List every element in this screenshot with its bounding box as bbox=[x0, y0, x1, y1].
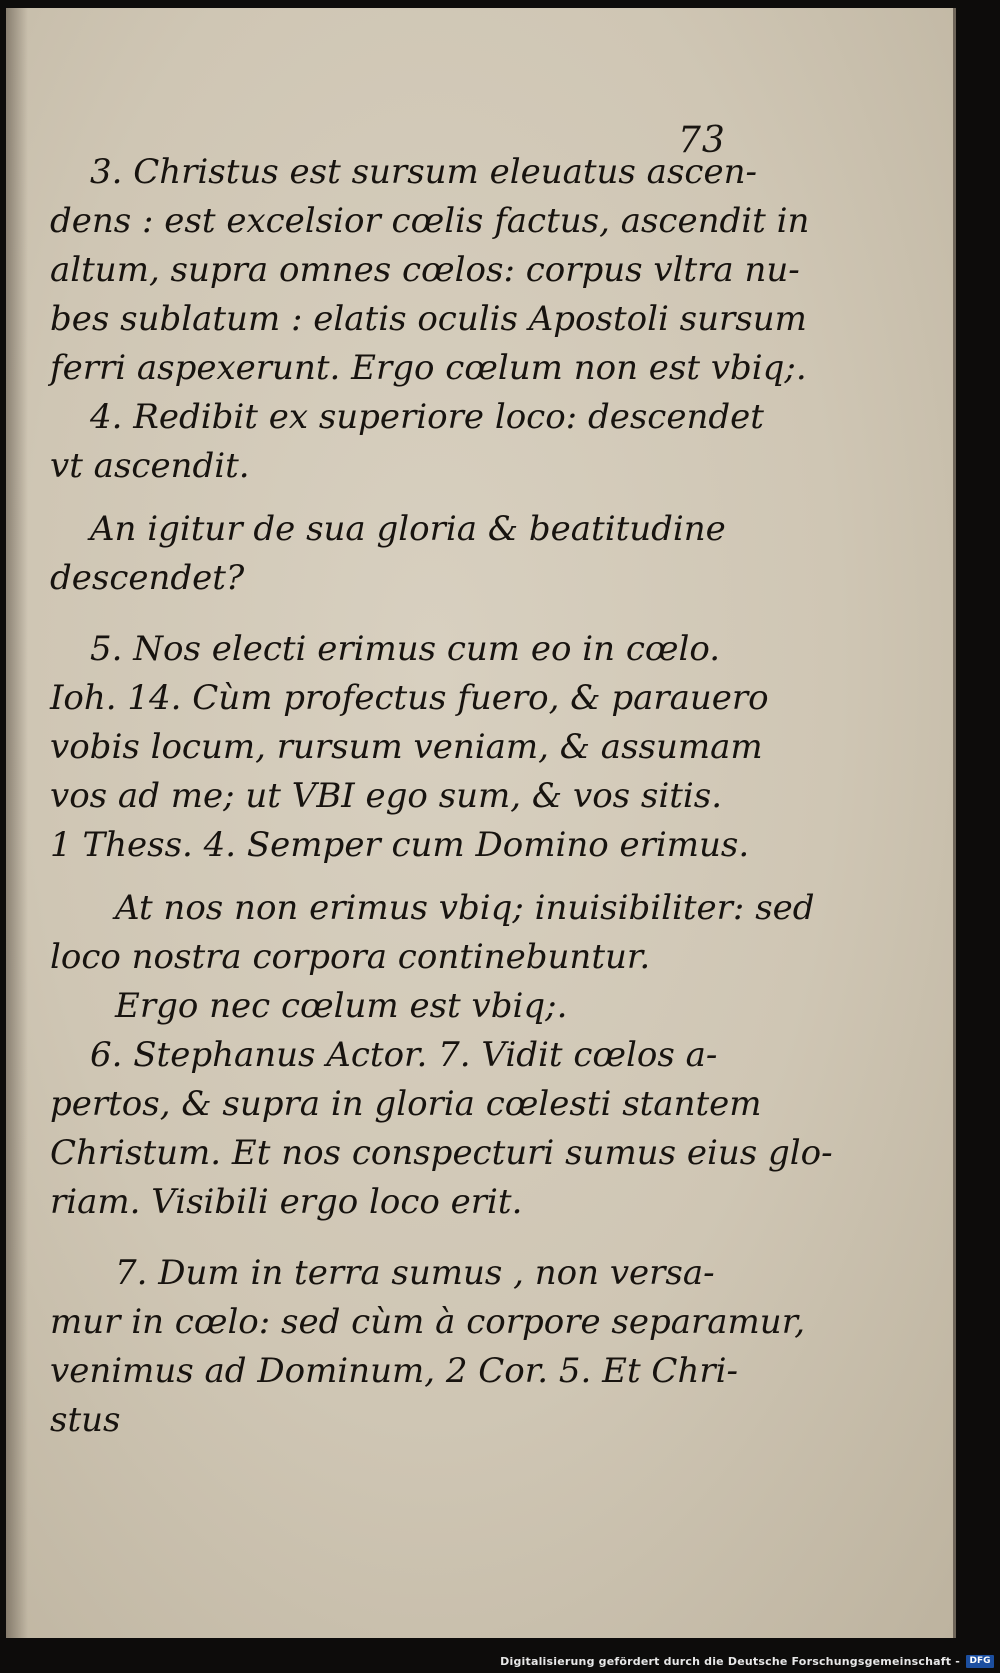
page-number: 73 bbox=[678, 120, 726, 161]
paragraph-conclusion bbox=[50, 982, 730, 1031]
paragraph-7 bbox=[50, 1249, 806, 1445]
text-line: 4. Redibit ex superiore loco: descendet bbox=[90, 397, 764, 437]
text-line: At nos non erimus vbiq; inuisibiliter: sed bbox=[115, 888, 815, 928]
text-line: dens : est excelsior cœlis factus, ascendit in bbox=[50, 201, 810, 241]
text-line: bes sublatum : elatis oculis Apostoli sursum bbox=[50, 299, 807, 339]
text-line: loco nostra corpora continebuntur. bbox=[50, 937, 651, 977]
book-page bbox=[6, 8, 956, 1638]
text-line: pertos, & supra in gloria cœlesti stantem bbox=[50, 1084, 762, 1124]
text-line: 5. Nos electi erimus cum eo in cœlo. bbox=[90, 629, 721, 669]
text-line: riam. Visibili ergo loco erit. bbox=[50, 1182, 523, 1222]
paragraph-4 bbox=[50, 393, 764, 491]
text-line: vt ascendit. bbox=[50, 446, 250, 486]
text-line: An igitur de sua gloria & beatitudine bbox=[90, 509, 726, 549]
text-line: vobis locum, rursum veniam, & assumam bbox=[50, 727, 763, 767]
dfg-credit-text: Digitalisierung gefördert durch die Deutsche Forschungsgemeinschaft - bbox=[500, 1655, 960, 1668]
gutter-shadow bbox=[6, 8, 28, 1638]
text-line: Christum. Et nos conspecturi sumus eius glo- bbox=[50, 1133, 833, 1173]
catchword: stus bbox=[50, 1400, 121, 1440]
dfg-logo-icon: DFG bbox=[966, 1655, 994, 1668]
digitization-footer bbox=[0, 1652, 1000, 1673]
text-line: vos ad me; ut VBI ego sum, & vos sitis. bbox=[50, 776, 723, 816]
text-line: altum, supra omnes cœlos: corpus vltra nu- bbox=[50, 250, 800, 290]
text-line: Ioh. 14. Cùm profectus fuero, & parauero bbox=[50, 678, 769, 718]
text-line: 3. Christus est sursum eleuatus ascen- bbox=[90, 152, 757, 192]
text-line: 6. Stephanus Actor. 7. Vidit cœlos a- bbox=[90, 1035, 718, 1075]
text-line: ferri aspexerunt. Ergo cœlum non est vbiq;. bbox=[50, 348, 807, 388]
paragraph-6 bbox=[50, 1031, 833, 1227]
text-line: descendet? bbox=[50, 558, 245, 598]
text-line: 7. Dum in terra sumus , non versa- bbox=[115, 1253, 715, 1293]
page-text bbox=[50, 148, 833, 1445]
paragraph-3 bbox=[50, 148, 810, 393]
text-line: Ergo nec cœlum est vbiq;. bbox=[115, 986, 568, 1026]
paragraph-question bbox=[50, 505, 730, 603]
text-line: mur in cœlo: sed cùm à corpore separamur, bbox=[50, 1302, 806, 1342]
paragraph-objection bbox=[50, 884, 815, 982]
paragraph-5 bbox=[50, 625, 769, 870]
text-line: venimus ad Dominum, 2 Cor. 5. Et Chri- bbox=[50, 1351, 738, 1391]
text-line: 1 Thess. 4. Semper cum Domino erimus. bbox=[50, 825, 750, 865]
